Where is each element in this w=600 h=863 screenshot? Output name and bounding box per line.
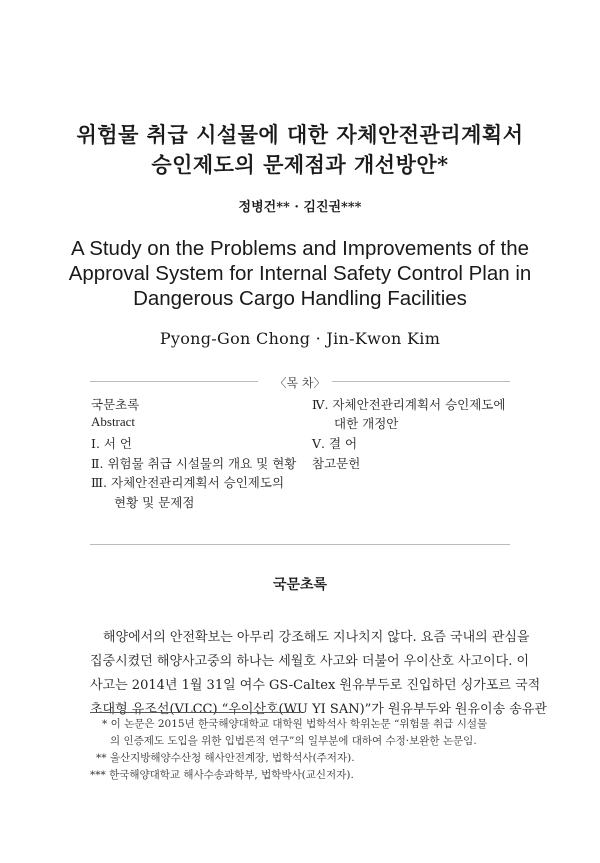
body-line-3: 사고는 2014년 1월 31일 여수 GS-Caltex 원유부두로 진입하던 싱가포르 국적 (90, 678, 541, 693)
english-authors: Pyong-Gon Chong · Jin-Kwon Kim (159, 329, 441, 348)
toc-item-introduction: Ⅰ. 서 언 (91, 436, 133, 451)
korean-authors: 정병건** · 김진권*** (238, 200, 362, 215)
toc-item-section-4: Ⅳ. 자체안전관리계획서 승인제도에 (312, 397, 506, 412)
toc-item-conclusion: Ⅴ. 결 어 (312, 436, 358, 451)
footnote-1-line-2: 의 인증제도 도입을 위한 입법론적 연구”의 일부분에 대하여 수정·보완한 논문임. (110, 735, 477, 747)
footnote-rule (90, 712, 300, 713)
body-line-1: 해양에서의 안전확보는 아무리 강조해도 지나치지 않다. 요즘 국내의 관심을 (103, 630, 530, 645)
body-line-4: 초대형 유조선(VLCC) “우이산호(WU YI SAN)”가 원유부두와 원유이송 송유관 (90, 702, 547, 717)
toc-item-section-3: Ⅲ. 자체안전관리계획서 승인제도의 (91, 475, 285, 490)
toc-item-section-4-cont: 대한 개정안 (334, 416, 399, 431)
footnote-1-line-1: * 이 논문은 2015년 한국해양대학교 대학원 법학석사 학위논문 “위험물 취급 시설물 (102, 718, 488, 730)
toc-bottom-rule (90, 544, 510, 545)
toc-item-section-3-cont: 현황 및 문제점 (114, 495, 195, 510)
korean-title-line-2: 승인제도의 문제점과 개선방안* (151, 152, 449, 177)
english-title-line-1: A Study on the Problems and Improvements of the (70, 237, 530, 260)
footnote-2: ** 울산지방해양수산청 해사안전계장, 법학석사(주저자). (96, 752, 355, 764)
korean-title-line-1: 위험물 취급 시설물에 대한 자체안전관리계획서 (76, 122, 524, 147)
section-heading-korean-abstract: 국문초록 (272, 577, 328, 593)
footnote-3: *** 한국해양대학교 해사수송과학부, 법학박사(교신저자). (90, 769, 354, 781)
toc-heading: 〈목 차〉 (274, 376, 326, 390)
body-line-2: 집중시켰던 해양사고중의 하나는 세월호 사고와 더불어 우이산호 사고이다. 이 (90, 654, 530, 669)
english-title-line-3: Dangerous Cargo Handling Facilities (133, 287, 467, 310)
english-title-line-2: Approval System for Internal Safety Control Plan in (68, 262, 532, 285)
toc-item-korean-abstract: 국문초록 (91, 397, 140, 412)
toc-item-abstract: Abstract (91, 414, 136, 429)
toc-item-section-2: Ⅱ. 위험물 취급 시설물의 개요 및 현황 (91, 456, 297, 471)
toc-top-rule-right (332, 381, 510, 382)
toc-item-references: 참고문헌 (312, 456, 361, 471)
